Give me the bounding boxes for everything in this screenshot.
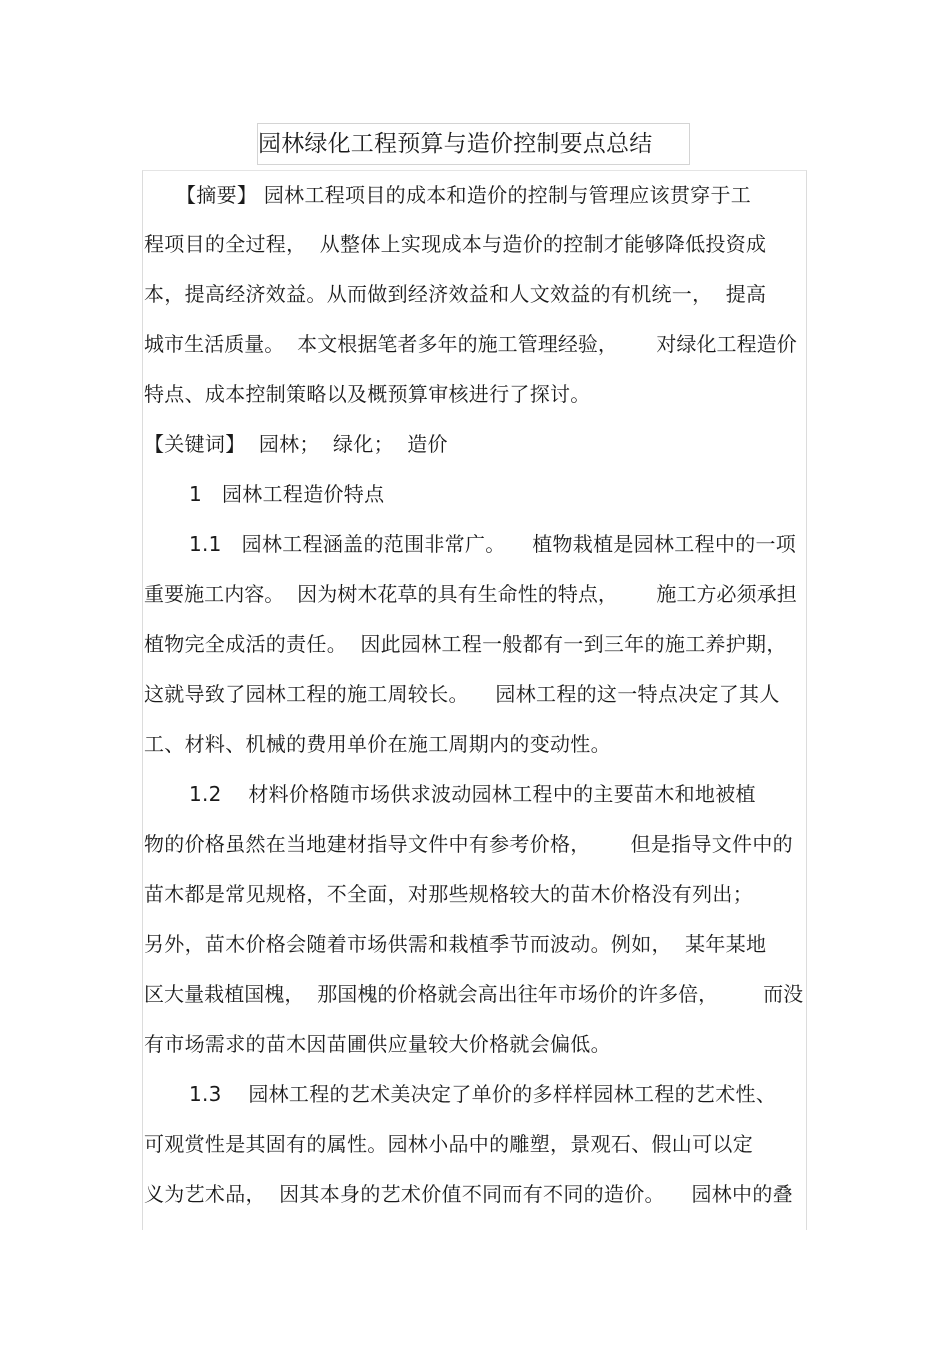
- paragraph-line: 区大量栽植国槐， 那国槐的价格就会高出往年市场价的许多倍， 而没: [144, 982, 804, 1006]
- paragraph-line: 可观赏性是其固有的属性。园林小品中的雕塑，景观石、假山可以定: [144, 1132, 753, 1156]
- abstract-line-5: 特点、成本控制策略以及概预算审核进行了探讨。: [144, 382, 591, 406]
- abstract-line-4: 城市生活质量。 本文根据笔者多年的施工管理经验， 对绿化工程造价: [144, 332, 797, 356]
- paragraph-line: 这就导致了园林工程的施工周较长。 园林工程的这一特点决定了其人: [144, 682, 780, 706]
- paragraph-line: 植物完全成活的责任。 因此园林工程一般都有一到三年的施工养护期，: [144, 632, 787, 656]
- abstract-line-2: 程项目的全过程， 从整体上实现成本与造价的控制才能够降低投资成: [144, 232, 767, 256]
- document-title: 园林绿化工程预算与造价控制要点总结: [258, 131, 653, 157]
- paragraph-line: 1.1 园林工程涵盖的范围非常广。 植物栽植是园林工程中的一项: [189, 532, 797, 556]
- paragraph-line: 1.3 园林工程的艺术美决定了单价的多样样园林工程的艺术性、: [189, 1082, 777, 1106]
- paragraph-line: 苗木都是常见规格，不全面，对那些规格较大的苗木价格没有列出；: [144, 882, 753, 906]
- paragraph-line: 工、材料、机械的费用单价在施工周期内的变动性。: [144, 732, 611, 756]
- paragraph-line: 有市场需求的苗木因苗圃供应量较大价格就会偏低。: [144, 1032, 611, 1056]
- section-heading-1: 1 园林工程造价特点: [189, 482, 385, 506]
- keywords-line: 【关键词】 园林； 绿化； 造价: [144, 432, 448, 456]
- paragraph-line: 义为艺术品， 因其本身的艺术价值不同而有不同的造价。 园林中的叠: [144, 1182, 793, 1206]
- paragraph-line: 物的价格虽然在当地建材指导文件中有参考价格， 但是指导文件中的: [144, 832, 793, 856]
- paragraph-line: 重要施工内容。 因为树木花草的具有生命性的特点， 施工方必须承担: [144, 582, 797, 606]
- paragraph-line: 另外，苗木价格会随着市场供需和栽植季节而波动。例如， 某年某地: [144, 932, 767, 956]
- abstract-line-1: 【摘要】 园林工程项目的成本和造价的控制与管理应该贯穿于工: [176, 183, 752, 207]
- paragraph-line: 1.2 材料价格随市场供求波动园林工程中的主要苗木和地被植: [189, 782, 756, 806]
- abstract-line-3: 本，提高经济效益。从而做到经济效益和人文效益的有机统一， 提高: [144, 282, 767, 306]
